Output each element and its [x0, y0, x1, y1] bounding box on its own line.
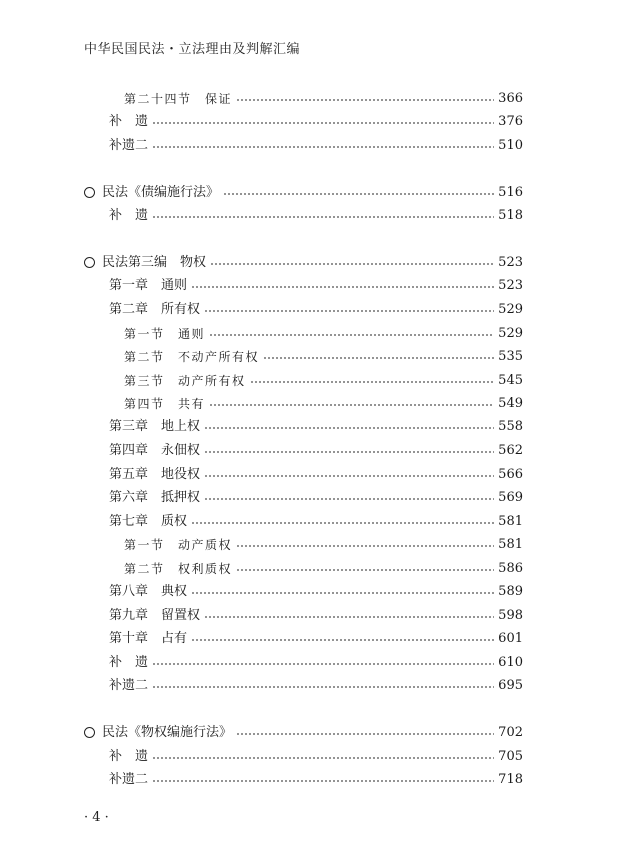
toc-entry-label: 第二节 不动产所有权 — [124, 350, 260, 364]
toc-entry-page: 523 — [498, 278, 523, 293]
dot-leader — [204, 451, 494, 453]
toc-entry-page: 705 — [498, 749, 523, 764]
toc-entry-page: 558 — [498, 419, 523, 434]
toc-entry[interactable] — [109, 582, 523, 602]
dot-leader — [209, 334, 494, 336]
toc-entry-label: 补遗二 — [109, 772, 149, 787]
toc-entry[interactable] — [124, 535, 523, 555]
toc-entry-page: 518 — [498, 208, 523, 223]
toc-entry[interactable] — [124, 394, 523, 414]
toc-entry[interactable] — [109, 300, 523, 320]
toc-entry-page: 523 — [498, 255, 523, 270]
toc-entry-label: 第四章 永佃权 — [109, 443, 201, 458]
toc-entry-label: 第一节 通则 — [124, 327, 206, 341]
dot-leader — [152, 216, 494, 218]
toc-entry[interactable] — [109, 629, 523, 649]
toc-entry[interactable] — [124, 324, 523, 344]
toc-entry-label: 第六章 抵押权 — [109, 490, 201, 505]
toc-entry-page: 516 — [498, 185, 523, 200]
toc-entry[interactable] — [109, 112, 523, 132]
dot-leader — [204, 498, 494, 500]
toc-entry-page: 569 — [498, 490, 523, 505]
dot-leader — [209, 404, 494, 406]
toc-entry-label: 第八章 典权 — [109, 584, 188, 599]
toc-entry[interactable] — [124, 559, 523, 579]
toc-entry-label: 补 遗 — [109, 208, 149, 223]
toc-entry-label: 补 遗 — [109, 655, 149, 670]
dot-leader — [204, 427, 494, 429]
dot-leader — [152, 686, 494, 688]
toc-entry-page: 601 — [498, 631, 523, 646]
toc-entry-label: 第二节 权利质权 — [124, 562, 233, 576]
toc-entry-page: 695 — [498, 678, 523, 693]
dot-leader — [223, 193, 494, 195]
toc-entry[interactable] — [109, 488, 523, 508]
toc-entry-page: 529 — [498, 302, 523, 317]
toc-entry-label: 补 遗 — [109, 114, 149, 129]
toc-entry-label: 第十章 占有 — [109, 631, 188, 646]
toc-entry-label: 第三节 动产所有权 — [124, 374, 246, 388]
toc-entry-page: 529 — [498, 326, 523, 341]
circle-bullet-icon — [84, 187, 95, 198]
toc-entry-label: 第三章 地上权 — [109, 419, 201, 434]
toc-entry-label: 民法《物权编施行法》 — [102, 725, 233, 740]
toc-entry-label: 民法《债编施行法》 — [102, 185, 220, 200]
toc-entry[interactable] — [109, 770, 523, 790]
dot-leader — [204, 616, 494, 618]
toc-entry-label: 第四节 共有 — [124, 397, 206, 411]
toc-entry-label: 第二十四节 保证 — [124, 92, 233, 106]
toc-entry-label: 第二章 所有权 — [109, 302, 201, 317]
toc-entry-page: 549 — [498, 396, 523, 411]
toc-entry-label: 第九章 留置权 — [109, 608, 201, 623]
dot-leader — [204, 475, 494, 477]
dot-leader — [236, 99, 494, 101]
toc-entry-label: 补遗二 — [109, 678, 149, 693]
toc-entry-page: 545 — [498, 373, 523, 388]
toc-entry[interactable] — [109, 276, 523, 296]
toc-entry-page: 376 — [498, 114, 523, 129]
toc-entry[interactable] — [124, 371, 523, 391]
toc-entry[interactable] — [124, 89, 523, 109]
toc-entry-label: 补 遗 — [109, 749, 149, 764]
dot-leader — [191, 639, 494, 641]
toc-entry-page: 718 — [498, 772, 523, 787]
toc-entry[interactable] — [109, 747, 523, 767]
toc-section-heading[interactable] — [84, 253, 523, 273]
toc-entry-page: 586 — [498, 561, 523, 576]
toc-entry-page: 562 — [498, 443, 523, 458]
toc-section-heading[interactable] — [84, 723, 523, 743]
toc-entry[interactable] — [109, 653, 523, 673]
dot-leader — [152, 780, 494, 782]
running-head: 中华民国民法・立法理由及判解汇编 — [84, 42, 301, 57]
dot-leader — [236, 545, 494, 547]
toc-entry[interactable] — [109, 676, 523, 696]
toc-entry-page: 702 — [498, 725, 523, 740]
dot-leader — [236, 733, 494, 735]
dot-leader — [210, 263, 494, 265]
toc-entry-page: 366 — [498, 91, 523, 106]
toc-entry-page: 535 — [498, 349, 523, 364]
dot-leader — [152, 663, 494, 665]
dot-leader — [263, 357, 494, 359]
toc-entry-page: 610 — [498, 655, 523, 670]
toc-entry-page: 589 — [498, 584, 523, 599]
toc-entry-label: 民法第三编 物权 — [102, 255, 207, 270]
toc-entry[interactable] — [109, 136, 523, 156]
dot-leader — [236, 569, 494, 571]
toc-section-heading[interactable] — [84, 183, 523, 203]
dot-leader — [191, 522, 494, 524]
toc-entry-page: 510 — [498, 138, 523, 153]
toc-entry[interactable] — [109, 512, 523, 532]
dot-leader — [152, 757, 494, 759]
toc-entry-page: 566 — [498, 467, 523, 482]
dot-leader — [191, 286, 494, 288]
toc-entry-label: 第一节 动产质权 — [124, 538, 233, 552]
toc-entry[interactable] — [109, 606, 523, 626]
toc-entry-label: 补遗二 — [109, 138, 149, 153]
dot-leader — [152, 146, 494, 148]
toc-entry[interactable] — [109, 441, 523, 461]
toc-entry-page: 581 — [498, 537, 523, 552]
toc-entry[interactable] — [109, 206, 523, 226]
dot-leader — [191, 592, 494, 594]
page-number: · 4 · — [84, 810, 109, 825]
toc-entry-label: 第五章 地役权 — [109, 467, 201, 482]
toc-entry[interactable] — [109, 417, 523, 437]
toc-entry-page: 581 — [498, 514, 523, 529]
dot-leader — [250, 381, 495, 383]
toc-entry-label: 第七章 质权 — [109, 514, 188, 529]
toc-entry[interactable] — [109, 465, 523, 485]
circle-bullet-icon — [84, 727, 95, 738]
toc-entry-label: 第一章 通则 — [109, 278, 188, 293]
toc-entry-page: 598 — [498, 608, 523, 623]
dot-leader — [204, 310, 494, 312]
dot-leader — [152, 122, 494, 124]
toc-entry[interactable] — [124, 347, 523, 367]
circle-bullet-icon — [84, 257, 95, 268]
